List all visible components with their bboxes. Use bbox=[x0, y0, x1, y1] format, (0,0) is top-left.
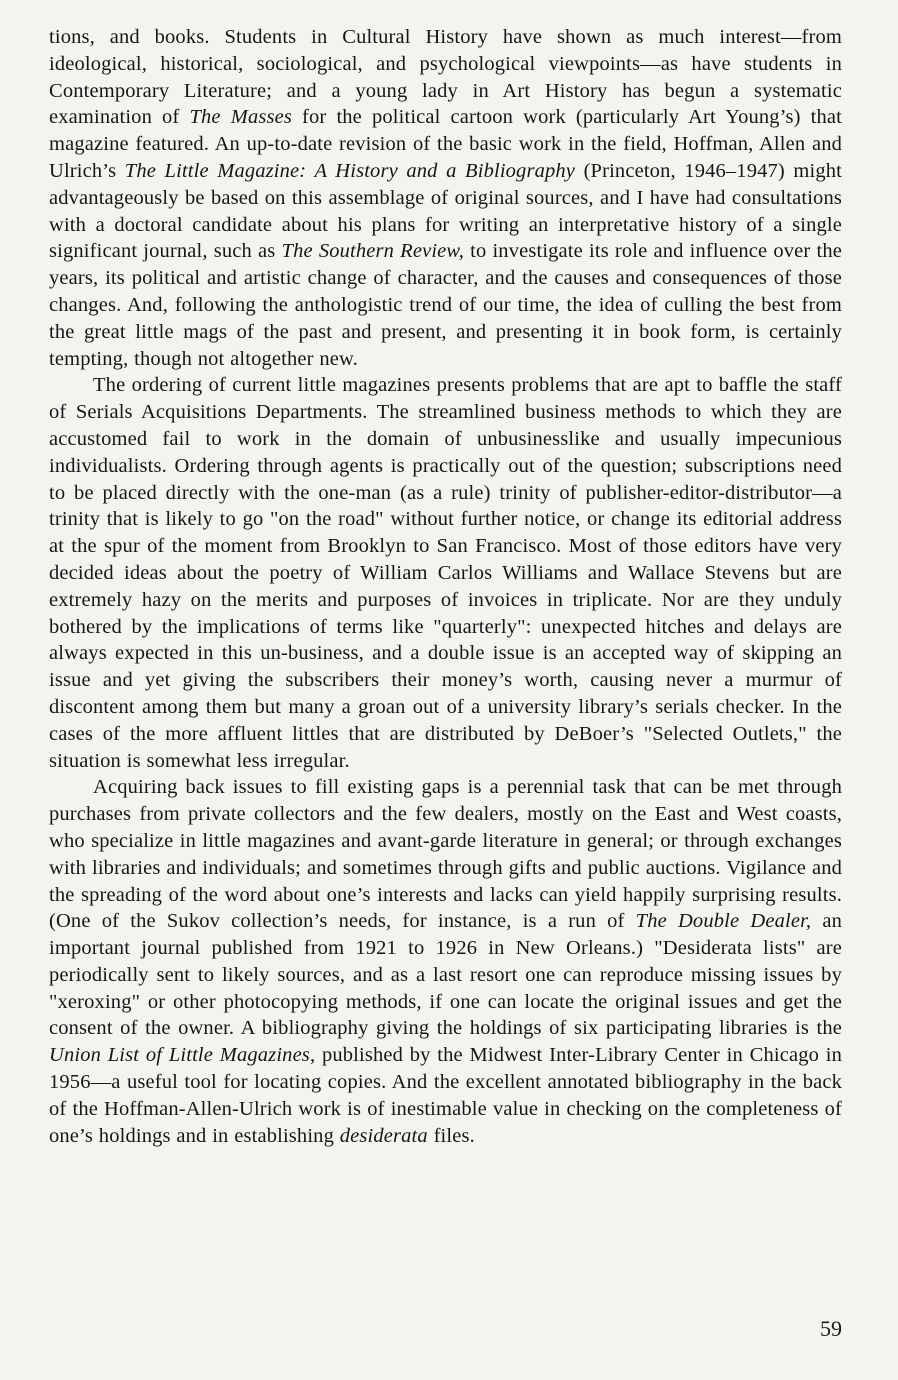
text-run: to investigate its role and influence over the years, its political and artistic change of character, and the causes and consequences of those changes. And, following the anthologistic trend of our time, the idea of culling the best from the great little mags of the past and present, and presenting it in book form, is certainly tempting, though not altogether new. bbox=[49, 240, 842, 370]
page-number: 59 bbox=[820, 1316, 842, 1341]
text-run: (Princeton, 1946–1947) might advantageously be based on this assemblage of original sources, and I have had consultations with a doctoral candidate about his plans for writing an interpretative history of a single significant journal, such as bbox=[49, 159, 842, 263]
italic-title: The Southern Review, bbox=[281, 240, 464, 263]
text-run: files. bbox=[427, 1124, 475, 1147]
paragraph bbox=[49, 774, 842, 1149]
text-run: for the political cartoon work (particularly Art Young’s) that magazine featured. An up-to-date revision of the basic work in the field, Hoffman, Allen and Ulrich’s bbox=[49, 106, 843, 182]
document-body bbox=[49, 24, 842, 1149]
italic-title: The Little Magazine: A History and a Bibliography bbox=[124, 159, 576, 182]
italic-title: The Masses bbox=[189, 106, 292, 129]
paragraph bbox=[49, 24, 842, 372]
text-run: tions, and books. Students in Cultural History have shown as much interest—from ideological, historical, sociological, and psychological viewpoints—as have students in Contemporary Literature; and a young lady in Art History has begun a systematic examination of bbox=[49, 26, 842, 129]
text-run: The ordering of current little magazines presents problems that are apt to baffle the staff of Serials Acquisitions Departments. The streamlined business methods to which they are accustomed fail to work in the domain of unbusinesslike and usually impecunious individualists. Ordering through agents is practically out of the question; subscriptions need to be placed directly with the one-man (as a rule) trinity of publisher-editor-distributor—a trinity that is likely to go "on the road" without further notice, or change its editorial address at the spur of the moment from Brooklyn to San Francisco. Most of those editors have very decided ideas about the poetry of William Carlos Williams and Wallace Stevens but are extremely hazy on the merits and purposes of invoices in triplicate. Nor are they unduly bothered by the implications of terms like "quarterly": unexpected hitches and delays are always expected in this un-business, and a double issue is an accepted way of skipping an issue and yet giving the subscribers their money’s worth, causing never a murmur of discontent among them but many a groan out of a university library’s serials checker. In the cases of the more affluent littles that are distributed by DeBoer’s "Selected Outlets," the situation is somewhat less irregular. bbox=[49, 374, 842, 772]
italic-title: The Double Dealer, bbox=[635, 910, 812, 933]
text-run: Acquiring back issues to fill existing gaps is a perennial task that can be met through purchases from private collectors and the few dealers, mostly on the East and West coasts, who specialize in little magazines and avant-garde literature in general; or through exchanges with libraries and individuals; and sometimes through gifts and public auctions. Vigilance and the spreading of the word about one’s interests and lacks can yield happily surprising results. (One of the Sukov collection’s needs, for instance, is a run of bbox=[49, 776, 842, 933]
paragraph bbox=[49, 372, 842, 774]
italic-title: desiderata bbox=[339, 1124, 428, 1147]
text-run: an important journal published from 1921 to 1926 in New Orleans.) "Desiderata lists" are periodically sent to likely sources, and as a last resort one can reproduce missing issues by "xeroxing" or other photocopying methods, if one can locate the original issues and get the consent of the owner. A bibliography giving the holdings of six participating libraries is the bbox=[49, 910, 842, 1040]
text-run: published by the Midwest Inter-Library Center in Chicago in 1956—a useful tool for locating copies. And the excellent annotated bibliography in the back of the Hoffman-Allen-Ulrich work is of inestimable value in checking on the completeness of one’s holdings and in establishing bbox=[49, 1044, 842, 1147]
italic-title: Union List of Little Magazines, bbox=[49, 1044, 316, 1067]
